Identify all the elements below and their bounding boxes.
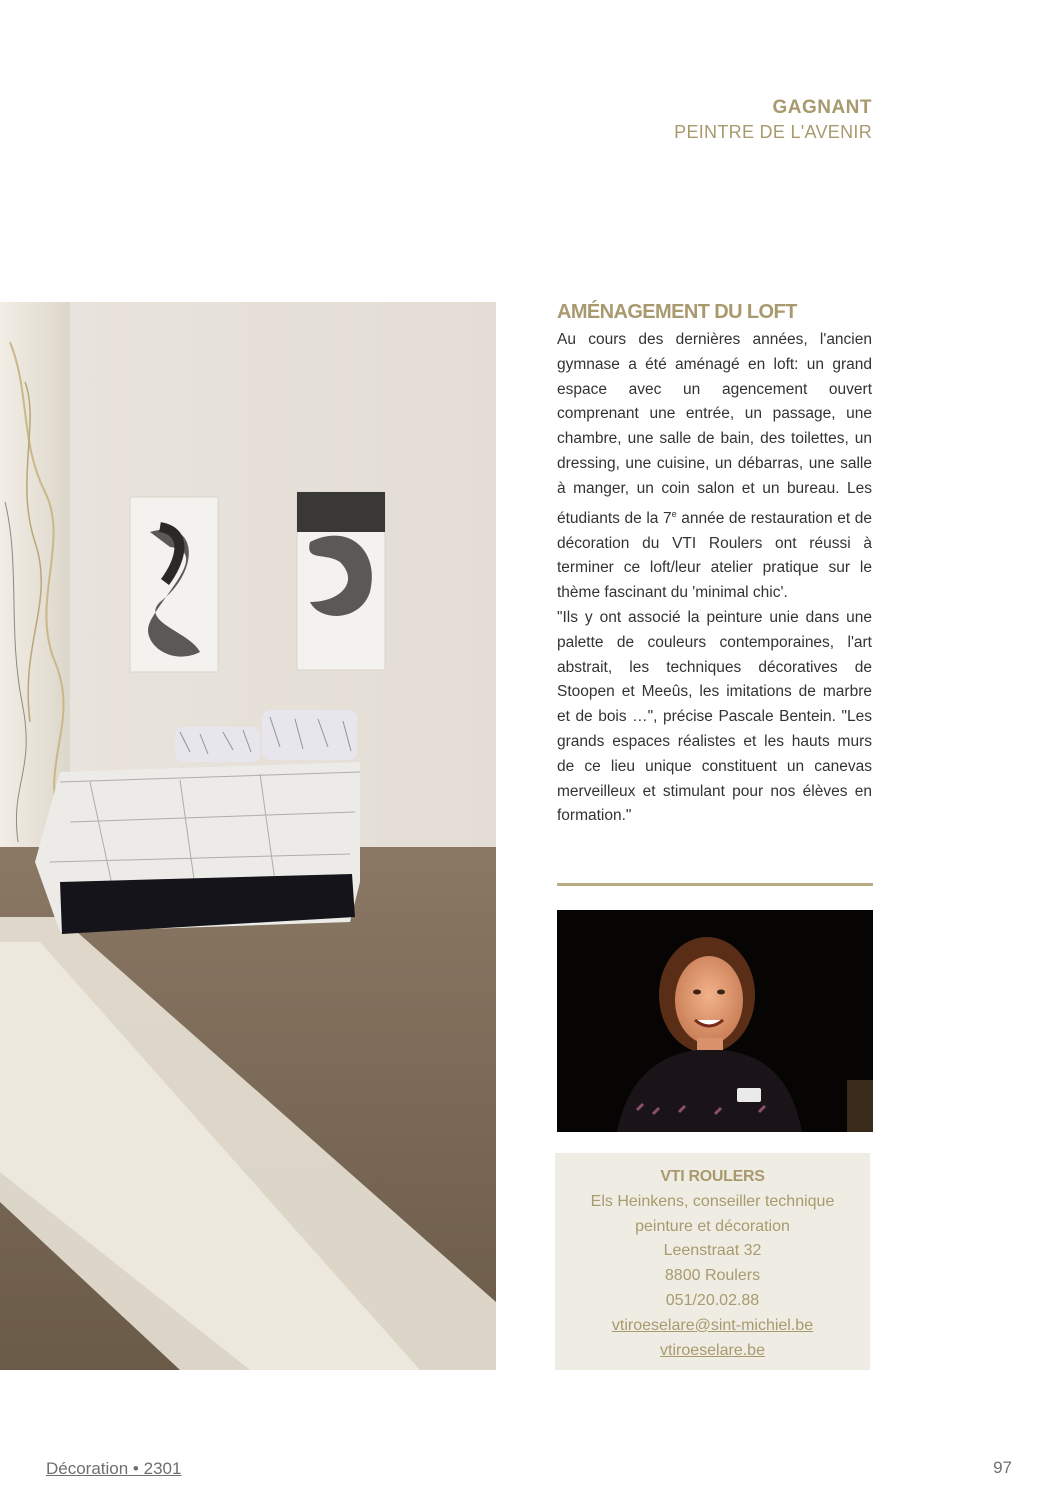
contact-phone: 051/20.02.88: [665, 1291, 760, 1309]
contact-person: Els Heinkens, conseiller technique: [590, 1192, 835, 1210]
contact-role: peinture et décoration: [635, 1217, 790, 1235]
footer-page-number: 97: [993, 1458, 1012, 1477]
article-paragraph-2: "Ils y ont associé la peinture unie dans une palette de couleurs contemporaines, l'art abstrait, les techniques décoratives de Stoopen et Meeûs, les imitations de marbre et de bois …", précise Pascale Bentein. "Les grands espaces réalistes et les hauts murs de ce lieu unique constituent un canevas merveilleux et stimulant pour nos élèves en formation.": [557, 608, 872, 825]
article-paragraph-1: [557, 328, 872, 606]
article-paragraph-1-part-a: Au cours des dernières années, l'ancien gymnase a été aménagé en loft: un grand espace avec un agencement ouvert comprenant une entrée, un passage, une chambre, une salle de bain, des toilettes, un dressing, une cuisine, un débarras, une salle à manger, un coin salon et un bureau. Les étudiants de la 7: [557, 331, 872, 527]
page-header: [674, 96, 872, 144]
contact-street: Leenstraat 32: [663, 1242, 762, 1260]
contact-city: 8800 Roulers: [664, 1267, 761, 1285]
article-title: AMÉNAGEMENT DU LOFT: [557, 301, 797, 323]
footer-publication[interactable]: Décoration • 2301: [46, 1459, 182, 1478]
loft-bedroom-photo: [0, 302, 496, 1370]
contact-website-link[interactable]: vtiroeselare.be: [660, 1341, 765, 1359]
contact-organization: VTI ROULERS: [660, 1168, 765, 1185]
header-kicker: GAGNANT: [772, 97, 872, 118]
article-paragraph-1-part-b: année de restauration et de décoration du VTI Roulers ont réussi à terminer ce loft/leur atelier pratique sur le thème fascinant du 'minimal chic'.: [557, 509, 872, 602]
header-subtitle: PEINTRE DE L'AVENIR: [674, 122, 872, 142]
portrait-photo: [557, 910, 873, 1132]
article: [557, 300, 872, 829]
divider-rule: [557, 883, 873, 886]
article-paragraph-1-superscript: e: [671, 508, 677, 519]
contact-email-link[interactable]: vtiroeselare@sint-michiel.be: [611, 1316, 814, 1334]
contact-box: [555, 1153, 870, 1370]
